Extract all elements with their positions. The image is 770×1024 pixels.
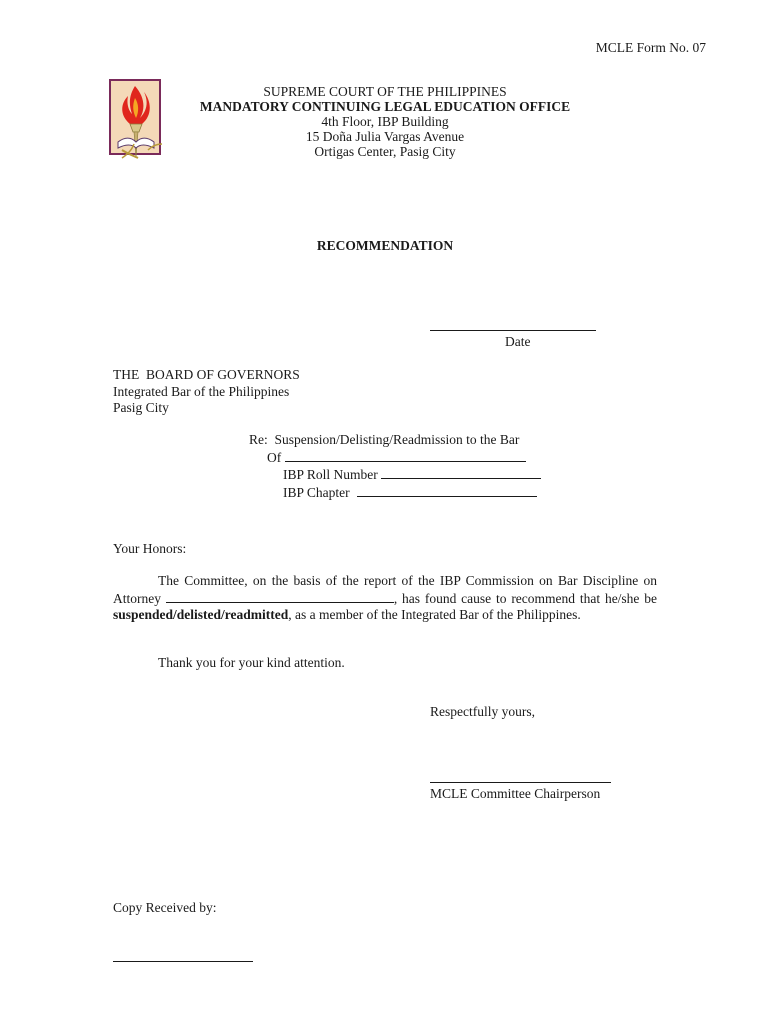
body-part-3: , as a member of the Integrated Bar of the Philippines. [288, 607, 581, 622]
re-of-row [249, 449, 541, 467]
re-subject: Re: Suspension/Delisting/Readmission to the Bar [249, 432, 520, 447]
office-city: Ortigas Center, Pasig City [314, 144, 456, 159]
roll-number-label: IBP Roll Number [283, 467, 378, 482]
addressee-block [113, 367, 300, 417]
copy-received-line[interactable] [113, 961, 253, 962]
addressee-line-3: Pasig City [113, 400, 169, 415]
office-name: MANDATORY CONTINUING LEGAL EDUCATION OFFICE [199, 99, 571, 114]
date-label: Date [505, 334, 531, 349]
attorney-blank[interactable] [166, 590, 394, 603]
re-chapter-row [249, 484, 541, 502]
re-roll-row [249, 466, 541, 484]
salutation: Your Honors: [113, 541, 187, 556]
signatory-title: MCLE Committee Chairperson [430, 786, 601, 801]
attorney-name-blank[interactable] [285, 449, 526, 462]
body-part-1: The Committee, on the basis of the report of the IBP Commission on Bar Discipline on Attorney [113, 573, 657, 606]
copy-received-label: Copy Received by: [113, 900, 217, 915]
date-blank-line[interactable] [430, 330, 596, 331]
addressee-line-2: Integrated Bar of the Philippines [113, 383, 290, 399]
signature-line[interactable] [430, 782, 611, 783]
chapter-blank[interactable] [357, 484, 537, 497]
addressee-line-1: THE BOARD OF GOVERNORS [113, 367, 300, 382]
re-of-label: Of [267, 449, 282, 465]
form-number: MCLE Form No. 07 [595, 40, 706, 55]
body-part-2: , has found cause to recommend that he/she be [393, 590, 657, 606]
closing-line: Respectfully yours, [430, 704, 535, 719]
body-emphasis: suspended/delisted/readmitted [113, 607, 289, 622]
letterhead [160, 84, 610, 159]
office-floor: 4th Floor, IBP Building [321, 114, 449, 129]
thanks-line: Thank you for your kind attention. [158, 655, 345, 670]
document-title: RECOMMENDATION [316, 238, 454, 253]
court-name: SUPREME COURT OF THE PHILIPPINES [263, 84, 507, 99]
chapter-label: IBP Chapter [283, 484, 350, 500]
re-block [249, 432, 541, 501]
roll-number-blank[interactable] [381, 466, 541, 479]
body-paragraph [113, 573, 657, 624]
office-street: 15 Doña Julia Vargas Avenue [305, 129, 465, 144]
